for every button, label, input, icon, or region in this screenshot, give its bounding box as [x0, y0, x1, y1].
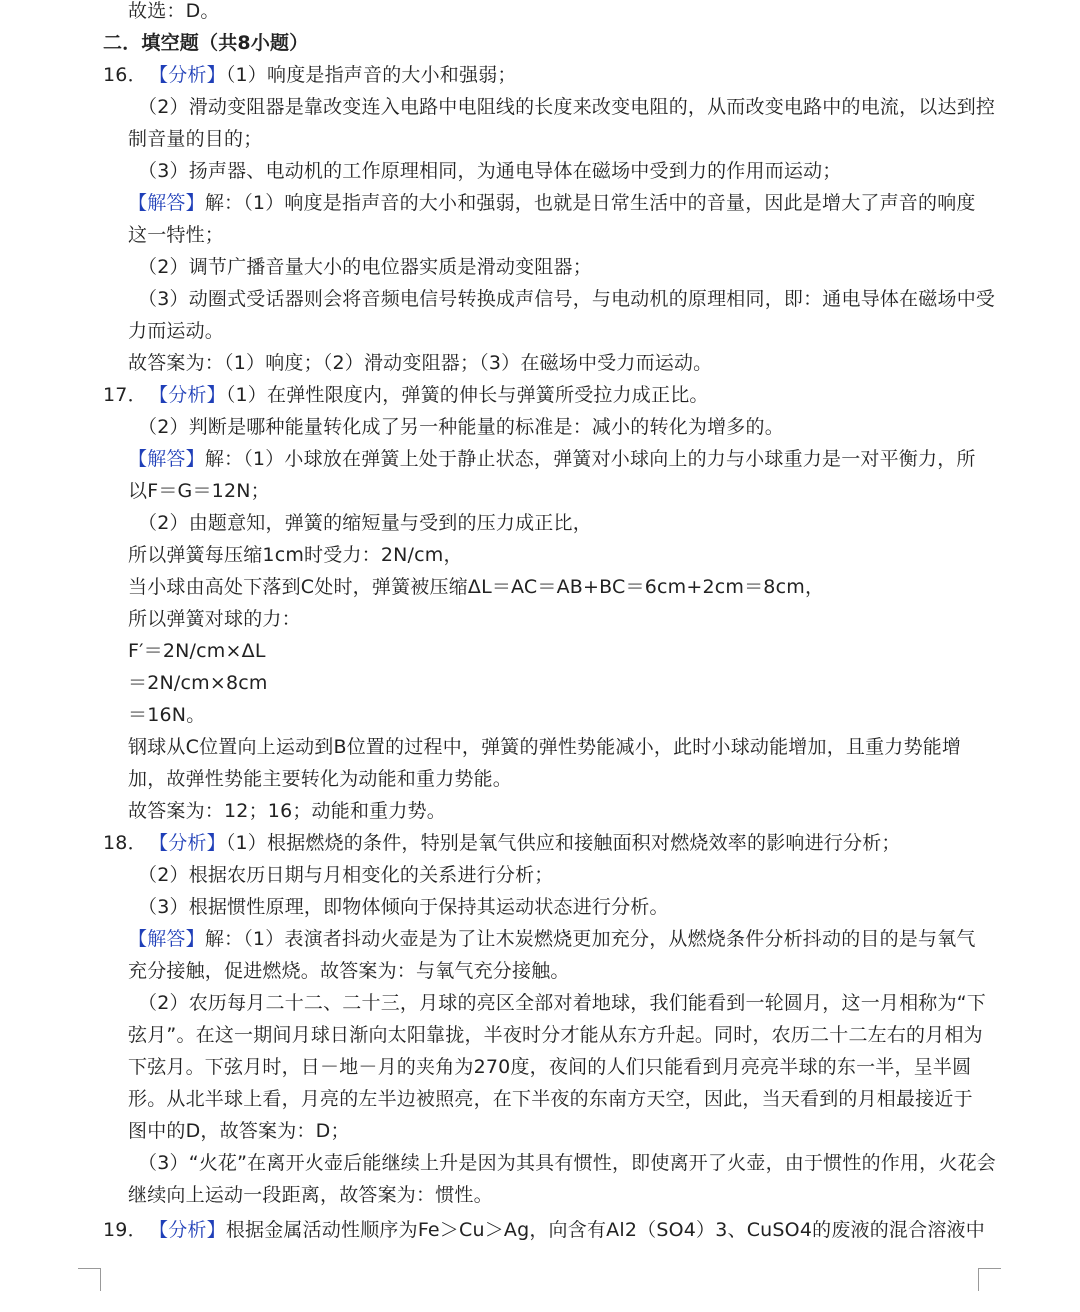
text-line: （3）动圈式受话器则会将音频电信号转换成声信号，与电动机的原理相同，即：通电导体在磁场中受	[138, 288, 996, 310]
text-line: （2）根据农历日期与月相变化的关系进行分析；	[138, 864, 554, 886]
analysis-tag: 【分析】	[149, 384, 226, 406]
text-line: 继续向上运动一段距离，故答案为：惯性。	[128, 1184, 493, 1206]
text-line: 力而运动。	[128, 320, 225, 342]
solution-line	[128, 187, 976, 219]
solution-line	[128, 443, 976, 475]
question-16-analysis	[103, 59, 517, 91]
answer-line: 故答案为：（1）响度；（2）滑动变阻器；（3）在磁场中受力而运动。	[128, 352, 713, 374]
section-heading: 二．填空题（共8小题）	[103, 32, 309, 54]
text-line: （2）农历每月二十二、二十三，月球的亮区全部对着地球，我们能看到一轮圆月，这一月相称为“下	[138, 992, 986, 1014]
text-line: （2）调节广播音量大小的电位器实质是滑动变阻器；	[138, 256, 592, 278]
analysis-text: 根据金属活动性顺序为Fe＞Cu＞Ag，向含有Al2（SO4）3、CuSO4的废液的混合溶液中	[225, 1219, 985, 1241]
text-line: 所以弹簧对球的力：	[128, 608, 301, 630]
text-line: 形。从北半球上看，月亮的左半边被照亮，在下半夜的东南方天空，因此，当天看到的月相最接近于	[128, 1088, 973, 1110]
text-line: （2）由题意知，弹簧的缩短量与受到的压力成正比，	[138, 512, 592, 534]
question-18-analysis	[103, 827, 901, 859]
analysis-text: （1）响度是指声音的大小和强弱；	[225, 64, 517, 86]
question-number: 17．	[103, 384, 147, 406]
question-19-analysis	[103, 1214, 985, 1246]
text-line: 所以弹簧每压缩1cm时受力：2N/cm，	[128, 544, 463, 566]
text-line: 制音量的目的；	[128, 128, 263, 150]
text-line: 加，故弹性势能主要转化为动能和重力势能。	[128, 768, 513, 790]
analysis-text: （1）根据燃烧的条件，特别是氧气供应和接触面积对燃烧效率的影响进行分析；	[225, 832, 901, 854]
text-line: 弦月”。在这一期间月球日渐向太阳靠拢，半夜时分才能从东方升起。同时，农历二十二左右的月相为	[128, 1024, 983, 1046]
text-line: （2）滑动变阻器是靠改变连入电路中电阻线的长度来改变电阻的，从而改变电路中的电流，以达到控	[138, 96, 996, 118]
question-17-analysis	[103, 379, 709, 411]
analysis-tag: 【分析】	[149, 1219, 226, 1241]
answer-line: 故答案为：12；16；动能和重力势。	[128, 800, 446, 822]
text-line: 当小球由高处下落到C处时，弹簧被压缩ΔL＝AC＝AB+BC＝6cm+2cm＝8cm，	[128, 576, 825, 598]
text-line: 充分接触，促进燃烧。故答案为：与氧气充分接触。	[128, 960, 570, 982]
text-line: （3）“火花”在离开火壶后能继续上升是因为其具有惯性，即使离开了火壶，由于惯性的作用，火花会	[138, 1152, 996, 1174]
page-corner-mark-right	[978, 1268, 1001, 1291]
solution-tag: 【解答】	[128, 192, 205, 214]
solution-text: 解：（1）表演者抖动火壶是为了让木炭燃烧更加充分，从燃烧条件分析抖动的目的是与氧气	[204, 928, 976, 950]
solution-text: 解：（1）响度是指声音的大小和强弱，也就是日常生活中的音量，因此是增大了声音的响度	[204, 192, 976, 214]
text-line: （3）根据惯性原理，即物体倾向于保持其运动状态进行分析。	[138, 896, 669, 918]
text-line: 以F＝G＝12N；	[128, 480, 270, 502]
analysis-tag: 【分析】	[149, 832, 226, 854]
question-number: 16．	[103, 64, 147, 86]
analysis-tag: 【分析】	[149, 64, 226, 86]
solution-text: 解：（1）小球放在弹簧上处于静止状态，弹簧对小球向上的力与小球重力是一对平衡力，所	[204, 448, 976, 470]
formula-line: ＝16N。	[128, 704, 206, 726]
text-line: （2）判断是哪种能量转化成了另一种能量的标准是：减小的转化为增多的。	[138, 416, 784, 438]
formula-line: F′＝2N/cm×ΔL	[128, 640, 266, 662]
text-line: 这一特性；	[128, 224, 225, 246]
answer-line: 故选：D。	[128, 0, 220, 22]
solution-line	[128, 923, 976, 955]
question-number: 19．	[103, 1219, 147, 1241]
analysis-text: （1）在弹性限度内，弹簧的伸长与弹簧所受拉力成正比。	[225, 384, 709, 406]
solution-tag: 【解答】	[128, 448, 205, 470]
text-line: 下弦月。下弦月时，日－地－月的夹角为270度，夜间的人们只能看到月亮亮半球的东一半，呈半圆	[128, 1056, 972, 1078]
formula-line: ＝2N/cm×8cm	[128, 672, 268, 694]
question-number: 18．	[103, 832, 147, 854]
text-line: 图中的D，故答案为：D；	[128, 1120, 350, 1142]
page-corner-mark-left	[78, 1268, 101, 1291]
text-line: （3）扬声器、电动机的工作原理相同，为通电导体在磁场中受到力的作用而运动；	[138, 160, 842, 182]
solution-tag: 【解答】	[128, 928, 205, 950]
text-line: 钢球从C位置向上运动到B位置的过程中，弹簧的弹性势能减小，此时小球动能增加，且重力势能增	[128, 736, 962, 758]
